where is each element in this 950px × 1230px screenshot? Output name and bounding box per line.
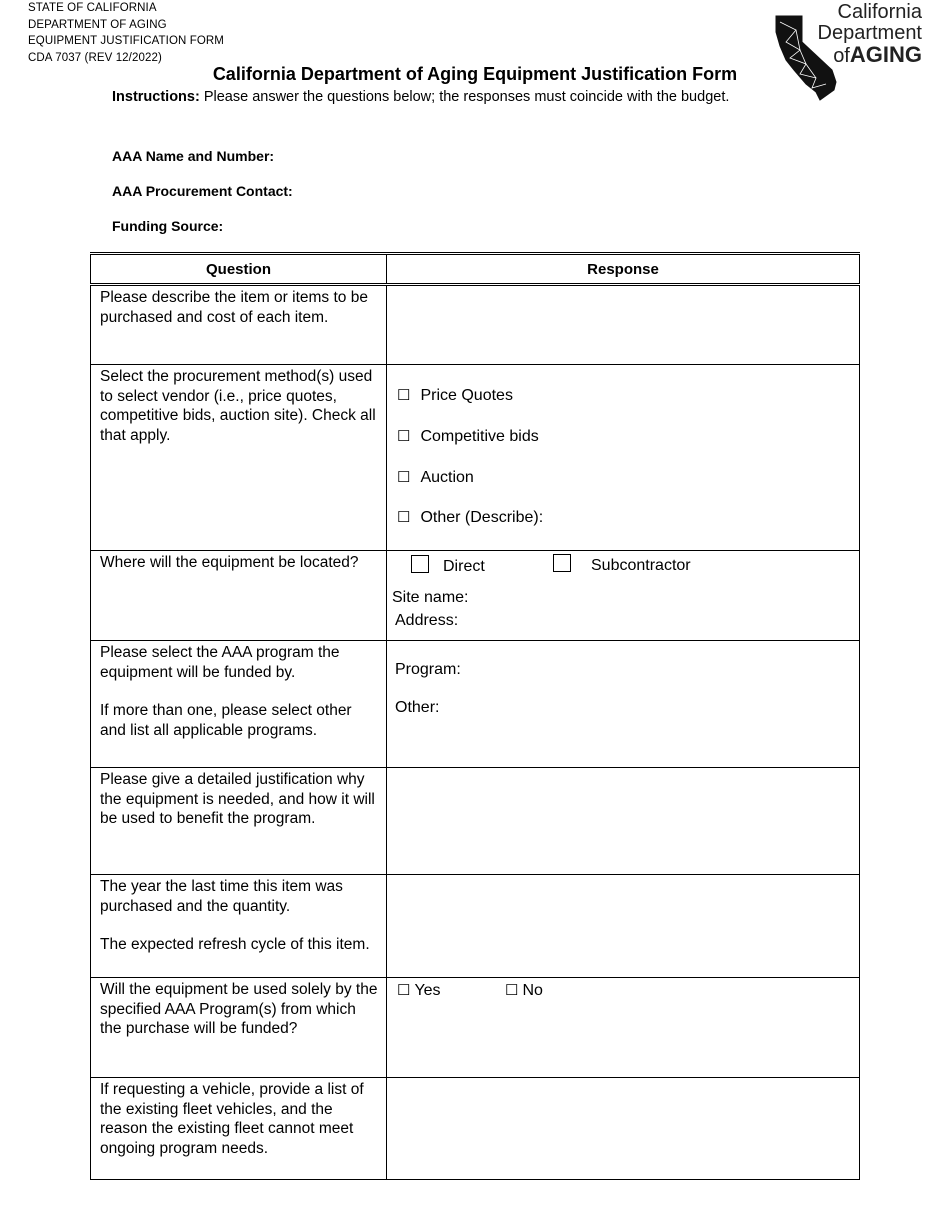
instructions-text: Please answer the questions below; the responses must coincide with the budget. (199, 89, 730, 105)
logo-line-california: California (837, 1, 922, 23)
column-header-response: Response (387, 254, 860, 285)
checkbox-icon[interactable]: ☐ (397, 982, 411, 999)
table-row (91, 768, 860, 875)
checkbox-icon[interactable]: ☐ (397, 428, 411, 445)
question-procurement-method: Select the procurement method(s) used to select vendor (i.e., price quotes, competitive bids, auction site). Check all that apply. (91, 365, 387, 551)
table-row (91, 641, 860, 768)
question-vehicle: If requesting a vehicle, provide a list of the existing fleet vehicles, and the reason the existing fleet cannot meet ongoing program needs. (91, 1078, 387, 1180)
header-form-name: EQUIPMENT JUSTIFICATION FORM (28, 35, 224, 47)
checkbox-icon[interactable]: ☐ (505, 982, 519, 999)
checkbox-direct[interactable]: Direct (411, 555, 485, 576)
logo-line-aging: ofAGING (833, 42, 922, 67)
program-label: Program: (395, 661, 461, 678)
funding-source-label: Funding Source: (112, 218, 224, 234)
response-aaa-program (387, 641, 860, 768)
column-header-question: Question (91, 254, 387, 285)
response-vehicle[interactable] (387, 1078, 860, 1180)
checkbox-icon[interactable]: ☐ (397, 387, 411, 404)
question-justification: Please give a detailed justification why the equipment is needed, and how it will be used to benefit the program. (91, 768, 387, 875)
procurement-contact-label: AAA Procurement Contact: (112, 183, 293, 199)
logo-text (818, 2, 923, 67)
checkbox-icon[interactable] (411, 555, 429, 573)
logo-line-department: Department (817, 22, 922, 44)
form-header-info (28, 0, 224, 66)
question-sole-use: Will the equipment be used solely by the specified AAA Program(s) from which the purchase will be funded? (91, 978, 387, 1078)
table-row (91, 285, 860, 365)
table-row (91, 875, 860, 978)
checkbox-icon[interactable] (553, 554, 571, 572)
response-equipment-location (387, 551, 860, 641)
checkbox-icon[interactable]: ☐ (397, 509, 411, 526)
table-row (91, 1078, 860, 1180)
site-name-label: Site name: (392, 589, 469, 606)
checkbox-icon[interactable]: ☐ (397, 469, 411, 486)
instructions (112, 89, 729, 105)
checkbox-no[interactable]: ☐ No (505, 982, 543, 999)
address-label: Address: (395, 612, 459, 629)
question-item-description: Please describe the item or items to be purchased and cost of each item. (91, 285, 387, 365)
response-procurement-method (387, 365, 860, 551)
response-justification[interactable] (387, 768, 860, 875)
justification-table (90, 252, 860, 1180)
table-row (91, 978, 860, 1078)
question-aaa-program: Please select the AAA program the equipment will be funded by. If more than one, please select other and list all applicable programs. (91, 641, 387, 768)
checkbox-auction[interactable]: ☐ Auction (397, 469, 474, 486)
page-title: California Department of Aging Equipment Justification Form (212, 64, 738, 84)
checkbox-subcontractor[interactable]: Subcontractor (553, 554, 691, 575)
checkbox-yes[interactable]: ☐ Yes (397, 982, 441, 999)
question-last-purchase: The year the last time this item was purchased and the quantity. The expected refresh cycle of this item. (91, 875, 387, 978)
question-equipment-location: Where will the equipment be located? (91, 551, 387, 641)
table-row (91, 551, 860, 641)
aaa-name-label: AAA Name and Number: (112, 148, 275, 164)
checkbox-competitive-bids[interactable]: ☐ Competitive bids (397, 428, 539, 445)
checkbox-price-quotes[interactable]: ☐ Price Quotes (397, 387, 513, 404)
response-item-description[interactable] (387, 285, 860, 365)
table-row (91, 365, 860, 551)
instructions-label: Instructions: (112, 89, 200, 105)
header-department: DEPARTMENT OF AGING (28, 18, 167, 31)
response-last-purchase[interactable] (387, 875, 860, 978)
other-label: Other: (395, 699, 440, 716)
response-sole-use (387, 978, 860, 1078)
checkbox-other[interactable]: ☐ Other (Describe): (397, 509, 544, 526)
header-state: STATE OF CALIFORNIA (28, 2, 157, 14)
table-header-row (91, 254, 860, 285)
header-form-number: CDA 7037 (REV 12/2022) (28, 51, 162, 64)
